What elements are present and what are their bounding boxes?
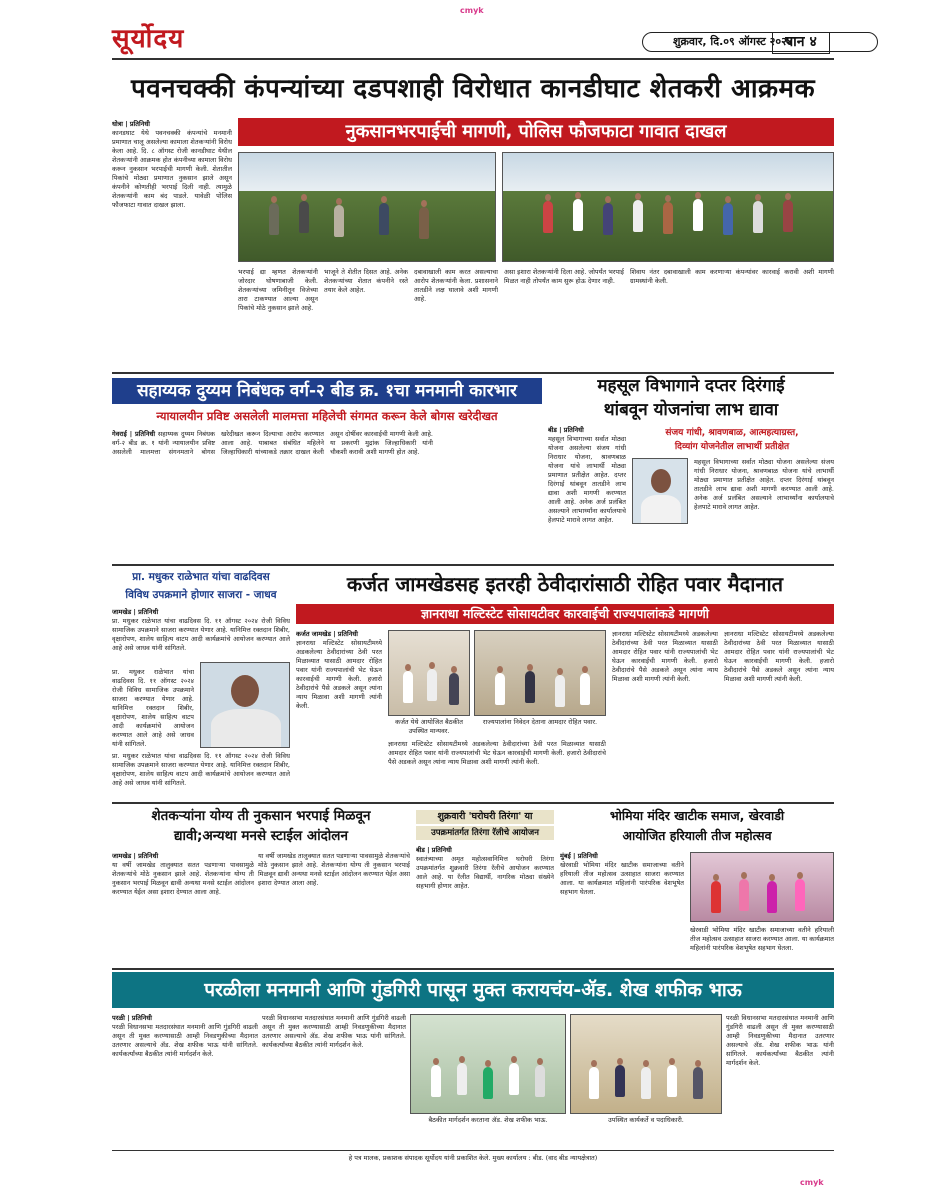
- story5-col4: ज्ञानराधा मल्टिस्टेट सोसायटीमध्ये अडकलेल्या ठेवीदारांच्या ठेवी परत मिळाव्यात यासाठी आमदार रोहित पवार यांनी राज्यपालांची भेट घेऊन कारवाईची मागणी केली. हजारो ठेवीदारांचे पैसे अडकले असून त्यांना न्याय मिळावा अशी मागणी त्यांनी केली.: [724, 630, 834, 683]
- story4-col-left: प्रा. मधुकर राळेभात यांचा वाढदिवस दि. ११ ऑगस्ट २०२४ रोजी विविध सामाजिक उपक्रमाने साजरा करण्यात येणार आहे. यानिमित्त रक्तदान शिबीर, वृक्षारोपण, शालेय साहित्य वाटप आदी कार्यक्रमांचे आयोजन करण्यात आले आहे असे जाधव यांनी सांगितले.: [112, 668, 194, 748]
- story4-portrait: [200, 662, 290, 748]
- story6-headline-line1: शेतकऱ्यांना योग्य ती नुकसान भरपाई मिळवून: [151, 808, 371, 824]
- story9-caption-1: बैठकीत मार्गदर्शन करताना ॲड. शेख शफीक भाऊ.: [428, 1116, 548, 1124]
- story1-col4: दबावाखाली काम करत असल्याचा आरोप शेतकऱ्यांनी केला. प्रशासनाने तातडीने लक्ष घालावे अशी मागणी आहे.: [414, 268, 498, 303]
- story9-col1: [112, 1014, 258, 1146]
- story1-col3: भाजूने ते शेतीत दिसत आहे. अनेक शेतकऱ्यांच्या शेतात कंपनीने रस्ते तयार केले आहेत.: [324, 268, 408, 294]
- story8-photo: [690, 852, 834, 922]
- story5-photo-2: [474, 630, 606, 716]
- story3-headline-line1: महसूल विभागाने दप्तर दिरंगाई: [597, 376, 785, 396]
- story9-body: परळी विधानसभा मतदारसंघात मनमानी आणि गुंडगिरी वाढली असून ती मुक्त करण्यासाठी आम्ही निवडणुकीच्या मैदानात उतरणार असल्याचे ॲड. शेख शफीक भाऊ यांनी सांगितले. कार्यकर्त्यांच्या बैठकीत त्यांनी मार्गदर्शन केले.: [112, 1023, 258, 1058]
- story5-col2: ज्ञानराधा मल्टिस्टेट सोसायटीमध्ये अडकलेल्या ठेवीदारांच्या ठेवी परत मिळाव्यात यासाठी आमदार रोहित पवार यांनी राज्यपालांची भेट घेऊन कारवाईची मागणी केली. हजारो ठेवीदारांचे पैसे अडकले असून त्यांना न्याय मिळावा अशी मागणी त्यांनी केली.: [388, 740, 606, 766]
- story3-dateline: बीड | प्रतिनिधी: [548, 426, 584, 434]
- newspaper-logo: सूर्योदय: [112, 24, 185, 54]
- story6-dateline: जामखेड | प्रतिनिधी: [112, 852, 159, 860]
- imprint-footer: हे पत्र मालक, प्रकाशक संपादक सूर्योदय यांनी प्रकाशित केले. मुख्य कार्यालय : बीड. (वाद बीड न्यायक्षेत्रात): [112, 1150, 834, 1174]
- story3-body: महसूल विभागाच्या सर्वात मोठ्या योजना असलेल्या संजय गांधी निराधार योजना, श्रावणबाळ योजना यांचे लाभार्थी मोठ्या प्रमाणात प्रतीक्षेत आहेत. दप्तर दिरंगाई थांबवून तातडीने लाभ द्यावा अशी मागणी करण्यात आली आहे. अनेक अर्ज प्रलंबित असल्याने लाभार्थ्यांना कार्यालयाचे हेलपाटे मारावे लागत आहेत.: [548, 435, 626, 524]
- story3-col1: [548, 426, 626, 560]
- story1-headline: पवनचक्की कंपन्यांच्या दडपशाही विरोधात कानडीघाट शेतकरी आक्रमक: [130, 74, 816, 104]
- story2-subhead: न्यायालयीन प्रविष्ट असलेली मालमत्ता महिलेची संगमत करून केले बोगस खरेदीखत: [156, 409, 498, 423]
- story4-intro: [112, 608, 290, 664]
- story2-body: सहाय्यक दुय्यम निबंधक वर्ग-२ बीड क्र. १ यांनी न्यायालयीन प्रविष्ट असलेली मालमत्ता संगनमताने बोगस खरेदीखत करून दिल्याचा आरोप करण्यात आला आहे. याबाबत संबंधित महिलेने जिल्हाधिकारी यांच्याकडे तक्रार दाखल केली असून दोषींवर कारवाईची मागणी केली आहे. या प्रकरणी मुद्रांक जिल्हाधिकारी यांनी चौकशी करावी अशी मागणी होत आहे.: [112, 430, 433, 456]
- story6-body: या वर्षी जामखेड तालुक्यात सतत पडणाऱ्या पावसामुळे शेतकऱ्यांचे मोठे नुकसान झाले आहे. शेतकऱ्यांना योग्य ती नुकसान भरपाई मिळवून द्यावी अन्यथा मनसे स्टाईल आंदोलन करण्यात येईल असा इशारा देण्यात आला आहे.: [112, 861, 254, 896]
- story3-col2: [694, 458, 834, 560]
- story1-col1: [112, 120, 232, 380]
- story5-body: ज्ञानराधा मल्टिस्टेट सोसायटीमध्ये अडकलेल्या ठेवीदारांच्या ठेवी परत मिळाव्यात यासाठी आमदार रोहित पवार यांनी राज्यपालांची भेट घेऊन कारवाईची मागणी केली. हजारो ठेवीदारांचे पैसे अडकले असून त्यांना न्याय मिळावा अशी मागणी त्यांनी केली.: [296, 639, 382, 710]
- issue-date: शुक्रवार, दि.०९ ऑगस्ट २०२४: [642, 32, 878, 52]
- story4-headline-line1: प्रा. मधुकर राळेभात यांचा वाढदिवस: [132, 571, 270, 583]
- color-mark-bottom: cmyk: [800, 1178, 824, 1187]
- story7-headline-line2: उपक्रमांतर्गत तिरंगा रॅलीचे आयोजन: [416, 826, 554, 840]
- story7-body: स्वातंत्र्याच्या अमृत महोत्सवानिमित्त घरोघरी तिरंगा उपक्रमांतर्गत शुक्रवारी तिरंगा रॅलीचे आयोजन करण्यात आले आहे. या रॅलीत विद्यार्थी, नागरिक मोठ्या संख्येने सहभागी होणार आहेत.: [416, 855, 554, 890]
- story5-dateline: कर्जत जामखेड | प्रतिनिधी: [296, 630, 358, 638]
- story6-col2: या वर्षी जामखेड तालुक्यात सतत पडणाऱ्या पावसामुळे शेतकऱ्यांचे मोठे नुकसान झाले आहे. शेतकऱ्यांना योग्य ती नुकसान भरपाई मिळवून द्यावी अन्यथा मनसे स्टाईल आंदोलन करण्यात येईल असा इशारा देण्यात आला आहे.: [258, 852, 410, 887]
- story5-caption-1: कर्जत येथे आयोजित बैठकीत उपस्थित मान्यवर.: [395, 718, 463, 735]
- story8-col2: खेरवाडी भोमिया मंदिर खाटीक समाजाच्या वतीने हरियाली तीज महोत्सव उत्साहात साजरा करण्यात आला. या कार्यक्रमात महिलांनी पारंपरिक वेशभूषेत सहभाग घेतला.: [690, 926, 834, 952]
- story9-photo-2: [570, 1014, 722, 1114]
- story9-dateline: परळी | प्रतिनिधी: [112, 1014, 152, 1022]
- story9-col3: परळी विधानसभा मतदारसंघात मनमानी आणि गुंडगिरी वाढली असून ती मुक्त करण्यासाठी आम्ही निवडणुकीच्या मैदानात उतरणार असल्याचे ॲड. शेख शफीक भाऊ यांनी सांगितले. कार्यकर्त्यांच्या बैठकीत त्यांनी मार्गदर्शन केले.: [726, 1014, 834, 1067]
- story8-body: खेरवाडी भोमिया मंदिर खाटीक समाजाच्या वतीने हरियाली तीज महोत्सव उत्साहात साजरा करण्यात आला. या कार्यक्रमात महिलांनी पारंपरिक वेशभूषेत सहभाग घेतला.: [560, 861, 684, 896]
- story5-caption-2: राज्यपालांना निवेदन देताना आमदार रोहित पवार.: [482, 718, 598, 726]
- story8-headline-line1: भोमिया मंदिर खाटीक समाज, खेरवाडी: [609, 808, 785, 823]
- story3-body-cont: महसूल विभागाच्या सर्वात मोठ्या योजना असलेल्या संजय गांधी निराधार योजना, श्रावणबाळ योजना यांचे लाभार्थी मोठ्या प्रमाणात प्रतीक्षेत आहेत. दप्तर दिरंगाई थांबवून तातडीने लाभ द्यावा अशी मागणी करण्यात आली आहे. अनेक अर्ज प्रलंबित असल्याने लाभार्थ्यांना कार्यालयाचे हेलपाटे मारावे लागत आहेत.: [694, 458, 834, 511]
- story8-col1: [560, 852, 684, 964]
- story1-body-col1: कानडघाट येथे पवनचक्की कंपन्यांचे मनमानी प्रमाणात चालू असलेल्या कामाला शेतकऱ्यांनी विरोध केला आहे. दि. ८ ऑगस्ट रोजी कानडीघाट येथील शेतकऱ्यांनी आक्रमक होत कंपनीच्या कामाला विरोध करून नुकसान भरपाईची मागणी केली. शेतातील पिकांचे मोठ्या प्रमाणात नुकसान झाले असून कंपनीने कोणतीही भरपाई दिली नाही. त्यामुळे शेतकऱ्यांनी काम बंद पाडले. यावेळी पोलिस फौजफाटा गावात दाखल झाला.: [112, 129, 232, 209]
- story5-col1: [296, 630, 382, 798]
- story4-col-bottom: प्रा. मधुकर राळेभात यांचा वाढदिवस दि. ११ ऑगस्ट २०२४ रोजी विविध सामाजिक उपक्रमाने साजरा करण्यात येणार आहे. यानिमित्त रक्तदान शिबीर, वृक्षारोपण, शालेय साहित्य वाटप आदी कार्यक्रमांचे आयोजन करण्यात आले आहे असे जाधव यांनी सांगितले.: [112, 752, 290, 787]
- story3-subhead-line1: संजय गांधी, श्रावणबाळ, आत्महत्याग्रस्त,: [665, 428, 799, 438]
- color-mark-top: cmyk: [460, 6, 484, 15]
- story2-body-block: [112, 430, 542, 560]
- story9-headline: परळीला मनमानी आणि गुंडगिरी पासून मुक्त करायचंय-ॲड. शेख शफीक भाऊ: [112, 972, 834, 1008]
- story1-col6: शिवाय नंतर दबावाखाली काम करणाऱ्या कंपन्यांवर कारवाई करावी अशी मागणी ग्रामस्थांनी केली.: [630, 268, 834, 285]
- story1-photo-1: [238, 152, 496, 262]
- story3-portrait: [632, 458, 688, 524]
- story1-col2: भरपाई द्या म्हणत शेतकऱ्यांनी जोरदार घोषणाबाजी केली. शेतकऱ्यांच्या जमिनीतून विजेच्या तारा टाकण्यात आल्या असून पिकांचे मोठे नुकसान झाले आहे.: [238, 268, 318, 312]
- story6-col1: [112, 852, 254, 964]
- story9-caption-2: उपस्थित कार्यकर्ते व पदाधिकारी.: [608, 1116, 684, 1124]
- story5-photo-1: [388, 630, 470, 716]
- story7-headline-line1: शुक्रवारी 'घरोघरी तिरंगा' या: [416, 810, 554, 824]
- story2-dateline: गेवराई | प्रतिनिधी: [112, 430, 156, 438]
- story7-dateline: बीड | प्रतिनिधी: [416, 846, 452, 854]
- story9-col2: परळी विधानसभा मतदारसंघात मनमानी आणि गुंडगिरी वाढली असून ती मुक्त करण्यासाठी आम्ही निवडणुकीच्या मैदानात उतरणार असल्याचे ॲड. शेख शफीक भाऊ यांनी सांगितले. कार्यकर्त्यांच्या बैठकीत त्यांनी मार्गदर्शन केले.: [262, 1014, 406, 1049]
- story3-subhead-line2: दिव्यांग योजनेतील लाभार्थी प्रतीक्षेत: [674, 442, 790, 452]
- story3-headline-line2: थांबवून योजनांचा लाभ द्यावा: [603, 400, 779, 420]
- story6-headline-line2: द्यावी;अन्यथा मनसे स्टाईल आंदोलन: [174, 828, 348, 844]
- story1-photo-2: [502, 152, 834, 262]
- story4-headline-line2: विविध उपक्रमाने होणार साजरा - जाधव: [125, 589, 277, 601]
- story2-headline: सहाय्यक दुय्यम निबंधक वर्ग-२ बीड क्र. १चा मनमानी कारभार: [112, 378, 542, 404]
- story1-col5: असा इशारा शेतकऱ्यांनी दिला आहे. जोपर्यंत भरपाई मिळत नाही तोपर्यंत काम सुरू होऊ देणार नाही.: [504, 268, 624, 285]
- story1-subhead: नुकसानभरपाईची मागणी, पोलिस फौजफाटा गावात दाखल: [238, 118, 834, 146]
- story4-body: प्रा. मधुकर राळेभात यांचा वाढदिवस दि. ११ ऑगस्ट २०२४ रोजी विविध सामाजिक उपक्रमाने साजरा करण्यात येणार आहे. यानिमित्त रक्तदान शिबीर, वृक्षारोपण, शालेय साहित्य वाटप आदी कार्यक्रमांचे आयोजन करण्यात आले आहे असे जाधव यांनी सांगितले.: [112, 617, 290, 652]
- story5-subhead: ज्ञानराधा मल्टिस्टेट सोसायटीवर कारवाईची राज्यपालांकडे मागणी: [296, 604, 834, 624]
- page-number: पान ४: [772, 32, 830, 54]
- masthead: [112, 20, 834, 60]
- story4-dateline: जामखेड | प्रतिनिधी: [112, 608, 159, 616]
- story5-col3: ज्ञानराधा मल्टिस्टेट सोसायटीमध्ये अडकलेल्या ठेवीदारांच्या ठेवी परत मिळाव्यात यासाठी आमदार रोहित पवार यांनी राज्यपालांची भेट घेऊन कारवाईची मागणी केली. हजारो ठेवीदारांचे पैसे अडकले असून त्यांना न्याय मिळावा अशी मागणी त्यांनी केली.: [612, 630, 718, 683]
- story9-photo-1: [410, 1014, 566, 1114]
- story8-headline-line2: आयोजित हरियाली तीज महोत्सव: [622, 828, 772, 843]
- story8-dateline: मुंबई | प्रतिनिधी: [560, 852, 598, 860]
- story7-col1: [416, 846, 554, 964]
- story5-headline: कर्जत जामखेडसह इतरही ठेवीदारांसाठी रोहित पवार मैदानात: [346, 572, 784, 596]
- story1-dateline: धोत्रा | प्रतिनिधी: [112, 120, 150, 128]
